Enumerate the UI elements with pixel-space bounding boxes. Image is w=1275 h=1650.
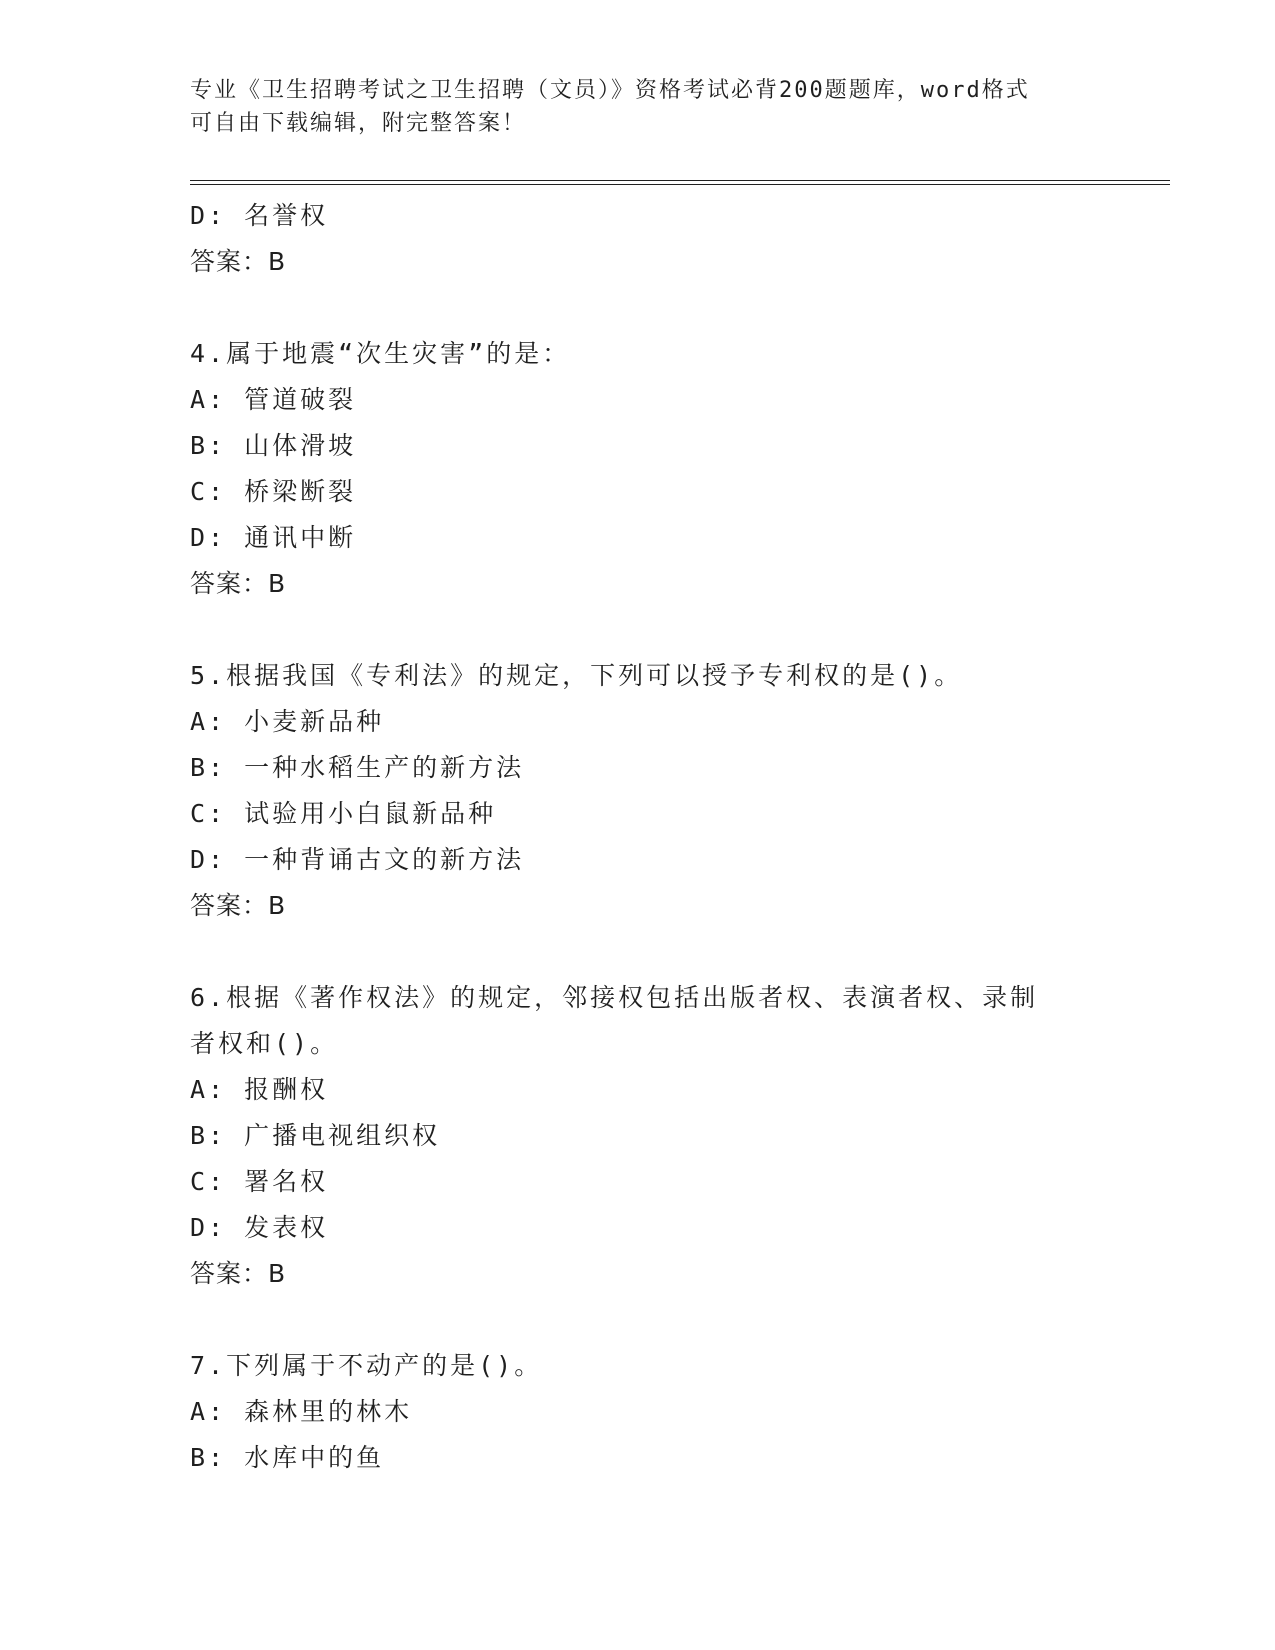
option-c: C: 试验用小白鼠新品种 — [190, 799, 497, 828]
option-b: B: 水库中的鱼 — [190, 1443, 385, 1472]
question-block-7 — [190, 1343, 1090, 1481]
answer-line: 答案：B — [190, 569, 287, 598]
header-title-line-1: 专业《卫生招聘考试之卫生招聘（文员）》资格考试必背200题题库，word格式 — [190, 78, 1030, 103]
question-block-5 — [190, 653, 1090, 929]
option-d: D: 一种背诵古文的新方法 — [190, 845, 525, 874]
question-block-4 — [190, 331, 1090, 607]
spacer — [190, 1297, 1090, 1343]
header-divider-bottom — [190, 184, 1170, 185]
header-divider-top — [190, 180, 1170, 181]
option-a: A: 管道破裂 — [190, 385, 357, 414]
question-block-3-tail — [190, 193, 1090, 285]
option-d: D: 通讯中断 — [190, 523, 357, 552]
question-stem-line-2: 者权和()。 — [190, 1029, 339, 1058]
spacer — [190, 285, 1090, 331]
option-d: D: 名誉权 — [190, 201, 329, 230]
option-c: C: 署名权 — [190, 1167, 329, 1196]
option-b: B: 广播电视组织权 — [190, 1121, 441, 1150]
option-b: B: 山体滑坡 — [190, 431, 357, 460]
question-stem-line-1: 6.根据《著作权法》的规定，邻接权包括出版者权、表演者权、录制 — [190, 983, 1039, 1012]
question-block-6 — [190, 975, 1090, 1297]
option-a: A: 小麦新品种 — [190, 707, 385, 736]
answer-line: 答案：B — [190, 247, 287, 276]
question-list — [190, 193, 1090, 1481]
spacer — [190, 929, 1090, 975]
option-b: B: 一种水稻生产的新方法 — [190, 753, 525, 782]
option-a: A: 森林里的林木 — [190, 1397, 413, 1426]
spacer — [190, 607, 1090, 653]
answer-line: 答案：B — [190, 1259, 287, 1288]
option-a: A: 报酬权 — [190, 1075, 329, 1104]
header-title-line-2: 可自由下载编辑，附完整答案！ — [190, 111, 527, 136]
question-stem: 7.下列属于不动产的是()。 — [190, 1351, 543, 1380]
document-header — [190, 74, 1090, 140]
answer-line: 答案：B — [190, 891, 287, 920]
option-d: D: 发表权 — [190, 1213, 329, 1242]
question-stem: 5.根据我国《专利法》的规定，下列可以授予专利权的是()。 — [190, 661, 963, 690]
option-c: C: 桥梁断裂 — [190, 477, 357, 506]
question-stem: 4.属于地震“次生灾害”的是： — [190, 339, 571, 368]
